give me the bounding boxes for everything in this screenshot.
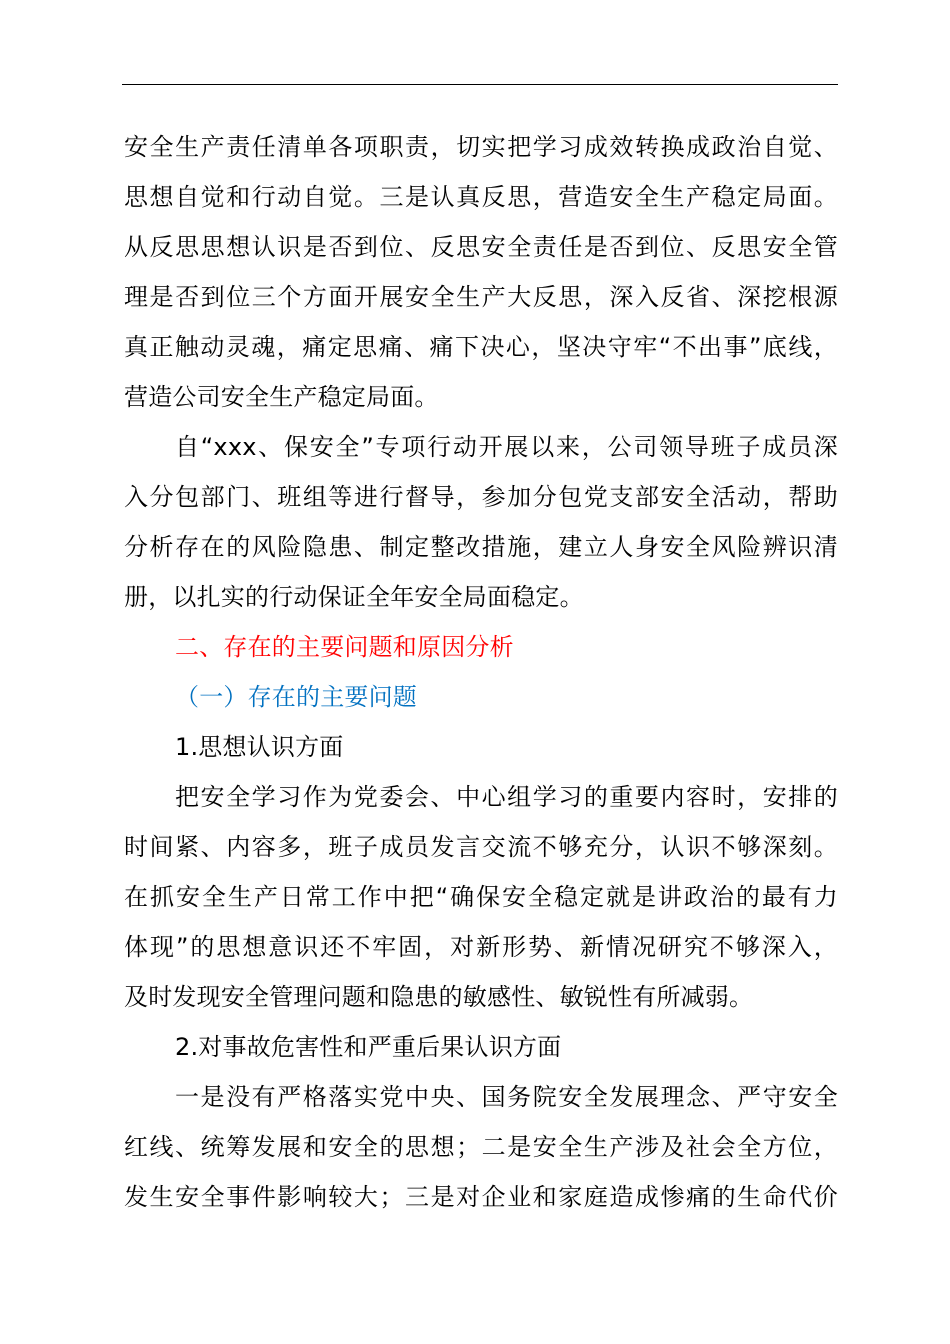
header-rule [122,84,838,85]
body-line: 把安全学习作为党委会、中心组学习的重要内容时，安排的 [175,783,838,811]
body-line: 思想自觉和行动自觉。三是认真反思，营造安全生产稳定局面。 [124,183,838,211]
body-line: 安全生产责任清单各项职责，切实把学习成效转换成政治自觉、 [124,133,838,161]
section-heading: 二、存在的主要问题和原因分析 [175,633,514,661]
body-line: 时间紧、内容多，班子成员发言交流不够充分，认识不够深刻。 [124,833,838,861]
body-line: 分析存在的风险隐患、制定整改措施，建立人身安全风险辨识清 [124,533,838,561]
item-heading: 1.思想认识方面 [175,733,344,761]
body-line: 红线、统筹发展和安全的思想；二是安全生产涉及社会全方位， [124,1133,838,1161]
body-line: 及时发现安全管理问题和隐患的敏感性、敏锐性有所减弱。 [124,983,754,1011]
document-body [124,122,838,1222]
body-line: 体现”的思想意识还不牢固，对新形势、新情况研究不够深入， [124,933,838,961]
body-line: 入分包部门、班组等进行督导，参加分包党支部安全活动，帮助 [124,483,838,511]
body-line: 在抓安全生产日常工作中把“确保安全稳定就是讲政治的最有力 [124,883,838,911]
body-line: 册，以扎实的行动保证全年安全局面稳定。 [124,583,584,611]
subsection-heading: （一）存在的主要问题 [175,683,417,711]
body-line: 发生安全事件影响较大；三是对企业和家庭造成惨痛的生命代价 [124,1183,838,1211]
body-line: 营造公司安全生产稳定局面。 [124,383,439,411]
body-line: 自“xxx、保安全”专项行动开展以来，公司领导班子成员深 [175,433,838,461]
body-line: 真正触动灵魂，痛定思痛、痛下决心，坚决守牢“不出事”底线， [124,333,838,361]
body-line: 从反思思想认识是否到位、反思安全责任是否到位、反思安全管 [124,233,838,261]
item-heading: 2.对事故危害性和严重后果认识方面 [175,1033,562,1061]
body-line: 一是没有严格落实党中央、国务院安全发展理念、严守安全 [175,1083,838,1111]
body-line: 理是否到位三个方面开展安全生产大反思，深入反省、深挖根源 [124,283,838,311]
